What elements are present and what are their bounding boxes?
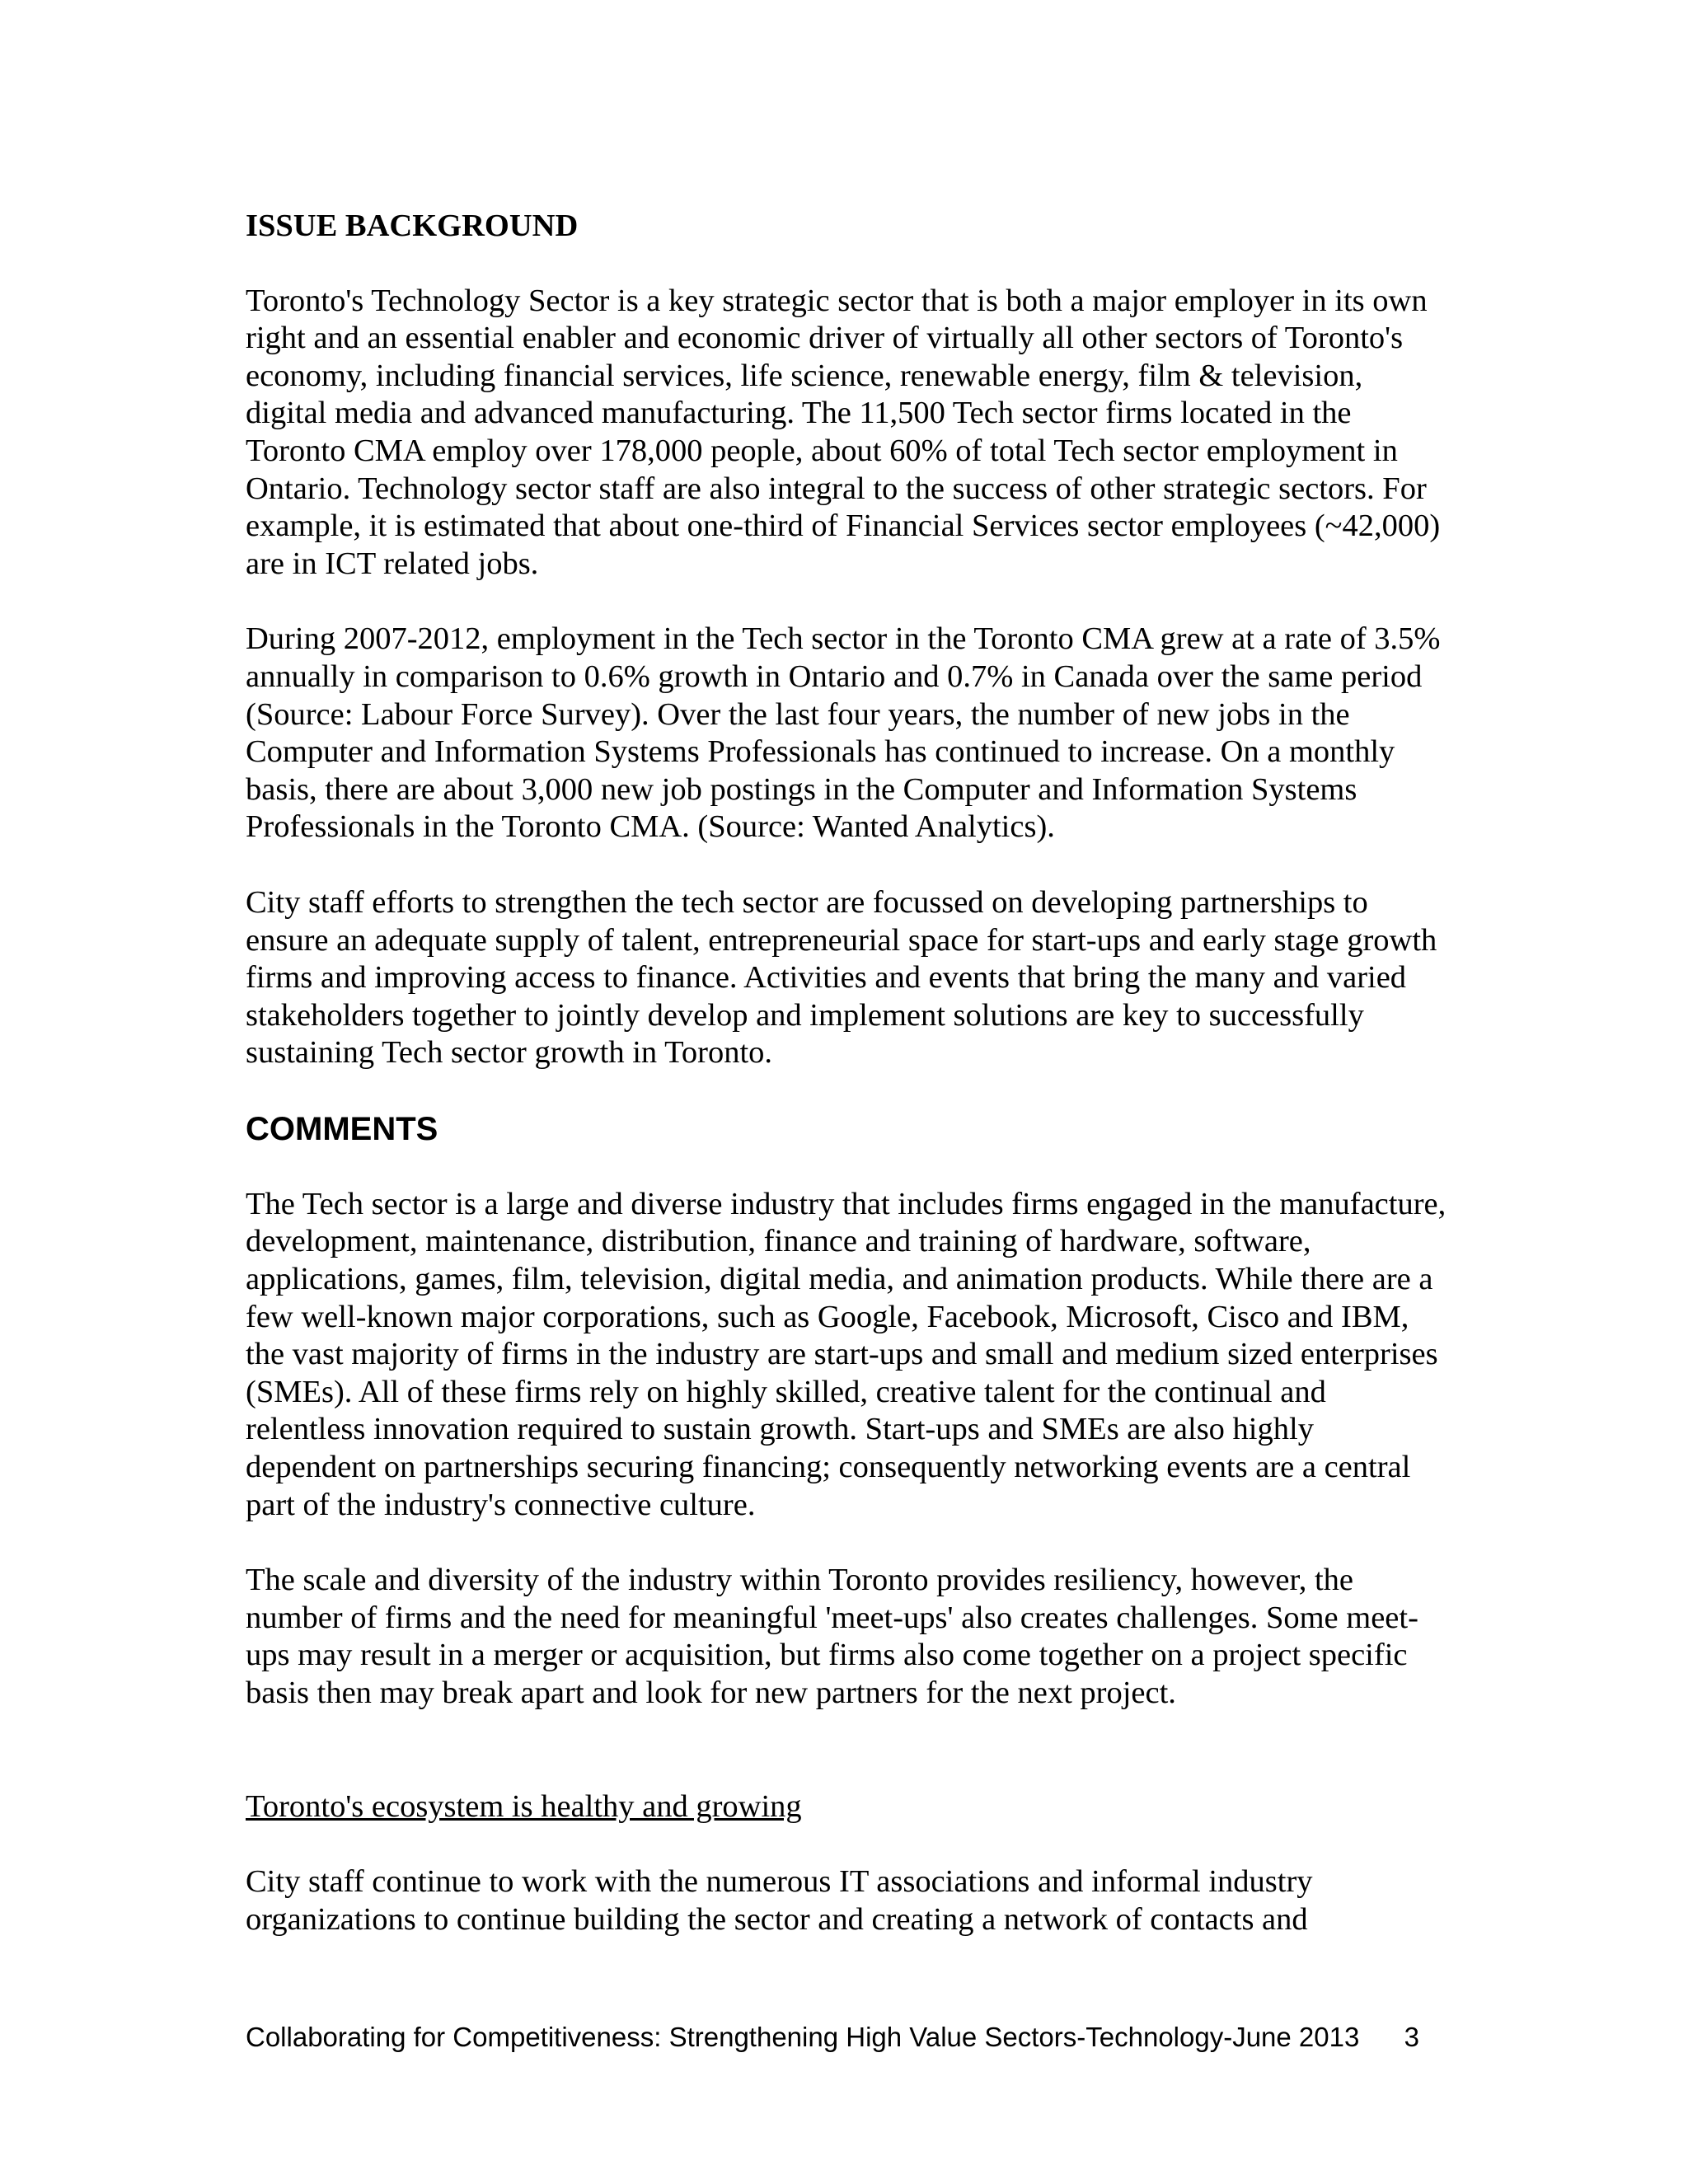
page-number: 3	[1404, 2022, 1419, 2052]
comments-paragraph-1: The Tech sector is a large and diverse industry that includes firms engaged in the manufacture, development, maintenance, distribution, finance and training of hardware, software, applications, games, film, television, digital media, and animation products. While there are a few well-known major corporations, such as Google, Facebook, Microsoft, Cisco and IBM, the vast majority of firms in the industry are start-ups and small and medium sized enterprises (SMEs). All of these firms rely on highly skilled, creative talent for the continual and relentless innovation required to sustain growth. Start-ups and SMEs are also highly dependent on partnerships securing financing; consequently networking events are a central part of the industry's connective culture.	[246, 1186, 1447, 1522]
comments-paragraph-2: The scale and diversity of the industry within Toronto provides resiliency, however, the number of firms and the need for meaningful 'meet-ups' also creates challenges. Some meet-ups may result in a merger or acquisition, but firms also come together on a project specific basis then may break apart and look for new partners for the next project.	[246, 1563, 1418, 1710]
ecosystem-subheading: Toronto's ecosystem is healthy and growing	[246, 1788, 802, 1824]
page-footer	[246, 2021, 1432, 2054]
comments-heading: COMMENTS	[246, 1110, 438, 1147]
ecosystem-paragraph: City staff continue to work with the numerous IT associations and informal industry organizations to continue building the sector and creating a network of contacts and	[246, 1864, 1313, 1937]
page-body	[246, 208, 1449, 1976]
issue-paragraph-1: Toronto's Technology Sector is a key strategic sector that is both a major employer in its own right and an essential enabler and economic driver of virtually all other sectors of Toronto's economy, including financial services, life science, renewable energy, film & television, digital media and advanced manufacturing. The 11,500 Tech sector firms located in the Toronto CMA employ over 178,000 people, about 60% of total Tech sector employment in Ontario. Technology sector staff are also integral to the success of other strategic sectors. For example, it is estimated that about one-third of Financial Services sector employees (~42,000) are in ICT related jobs.	[246, 283, 1441, 581]
issue-paragraph-3: City staff efforts to strengthen the tech sector are focussed on developing partnerships to ensure an adequate supply of talent, entrepreneurial space for start-ups and early stage growth firms and improving access to finance. Activities and events that bring the many and varied stakeholders together to jointly develop and implement solutions are key to successfully sustaining Tech sector growth in Toronto.	[246, 884, 1437, 1071]
issue-background-heading: ISSUE BACKGROUND	[246, 209, 579, 243]
footer-title: Collaborating for Competitiveness: Strengthening High Value Sectors-Technology-June 2013	[246, 2022, 1360, 2052]
issue-paragraph-2: During 2007-2012, employment in the Tech sector in the Toronto CMA grew at a rate of 3.5% annually in comparison to 0.6% growth in Ontario and 0.7% in Canada over the same period (Source: Labour Force Survey). Over the last four years, the number of new jobs in the Computer and Information Systems Professionals has continued to increase. On a monthly basis, there are about 3,000 new job postings in the Computer and Information Systems Professionals in the Toronto CMA. (Source: Wanted Analytics).	[246, 621, 1441, 845]
